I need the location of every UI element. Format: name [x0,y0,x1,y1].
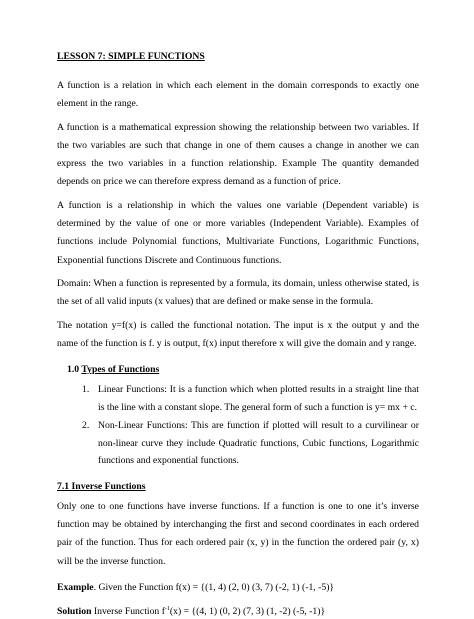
list-item-number: 2. [82,420,90,432]
solution-label: Solution [57,605,92,617]
example-label: Example [57,581,94,593]
paragraph-inverse: Only one to one functions have inverse functions. If a function is one to one it’s inverse function may be obtained by interchanging the first and second coordinates in each ordered pair of the function. Thus for each ordered pair (x, y) in the function the ordered pair (y, x) will be the inverse function. [57,500,419,567]
types-list [57,381,419,470]
solution-superscript: -1 [164,605,170,612]
list-item-text: Linear Functions: It is a function which when plotted results in a straight line that is the line with a constant slope. The general form of such a function is y= mx + c. [98,384,419,413]
document-page [57,50,419,619]
types-heading-number: 1.0 [67,364,80,376]
paragraph-definition: A function is a relation in which each element in the domain corresponds to exactly one element in the range. [57,80,419,110]
types-heading-title: Types of Functions [81,364,160,376]
paragraph-relationship: A function is a relationship in which the values one variable (Dependent variable) is determined by the value of one or more variables (Independent Variable). Examples of functions include Polynomial functions, Multivariate Functions, Logarithmic Functions, Exponential functions Discrete and Continuous functions. [57,199,419,266]
solution-pre: Inverse Function f [91,605,165,617]
list-item-number: 1. [82,384,90,396]
list-item [57,381,419,416]
list-item-text: Non-Linear Functions: This are function if plotted will result to a curvilinear or non-linear curve they include Quadratic functions, Cubic functions, Logarithmic functions and exponential functions. [98,420,419,467]
example-text: . Given the Function f(x) = {(1, 4) (2, 0) (3, 7) (-2, 1) (-1, -5)} [93,581,335,593]
types-heading [67,363,419,377]
solution-line [57,605,419,619]
lesson-title: LESSON 7: SIMPLE FUNCTIONS [57,51,205,62]
paragraph-notation: The notation y=f(x) is called the functional notation. The input is x the output y and the name of the function is f. y is output, f(x) input therefore x will give the domain and y range. [57,319,419,349]
paragraph-domain: Domain: When a function is represented by a formula, its domain, unless otherwise stated, is the set of all valid inputs (x values) that are defined or make sense in the formula. [57,277,419,308]
solution-post: (x) = {(4, 1) (0, 2) (7, 3) (1, -2) (-5, -1)} [169,605,326,617]
inverse-heading: 7.1 Inverse Functions [57,480,146,492]
example-line [57,581,419,595]
paragraph-expression: A function is a mathematical expression showing the relationship between two variables. If the two variables are such that change in one of them causes a change in another we can express the two variables in a function relationship. Example The quantity demanded depends on price we can therefore express demand as a function of price. [57,121,419,188]
list-item [57,417,419,470]
